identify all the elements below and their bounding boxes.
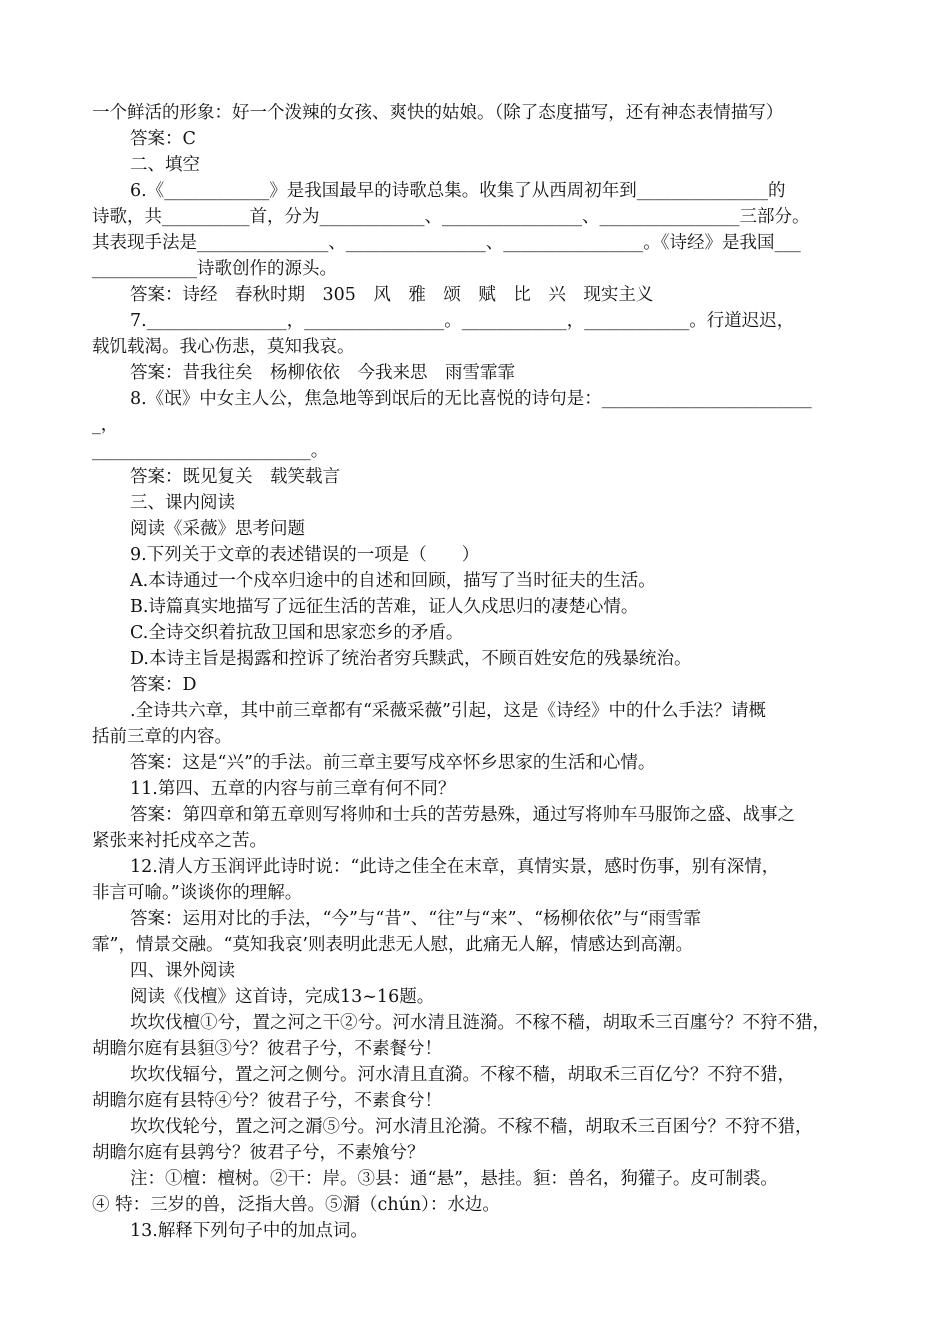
question-line: 12.清人方玉润评此诗时说：“此诗之佳全在末章，真情实景，感时伤事，别有深情， (130, 857, 780, 877)
option-b: B.诗篇真实地描写了远征生活的苦难，证人久戍思归的凄楚心情。 (130, 597, 639, 617)
answer-line: 答案：昔我往矣 杨柳依依 今我来思 雨雪霏霏 (130, 363, 515, 383)
text-line: 其表现手法是_______________、________________、________________。《诗经》是我国___ (92, 233, 801, 253)
section-heading: 三、课内阅读 (130, 493, 235, 513)
poem-line: 胡瞻尔庭有县鹑兮？彼君子兮，不素飧兮？ (92, 1143, 425, 1163)
answer-line: 答案：D (130, 675, 197, 695)
answer-line: 答案：这是“兴”的手法。前三章主要写戍卒怀乡思家的生活和心情。 (130, 753, 656, 773)
poem-line: 胡瞻尔庭有县特④兮？彼君子兮，不素食兮！ (92, 1091, 442, 1111)
answer-line: 答案：运用对比的手法，“今”与“昔”、“往”与“来”、“杨柳依依”与“雨雪霏 (130, 909, 701, 929)
text-line: _， (92, 415, 119, 435)
footnote-line: ④ 特：三岁的兽，泛指大兽。⑤漘（chún）：水边。 (92, 1195, 500, 1215)
option-d: D.本诗主旨是揭露和控诉了统治者穷兵黩武，不顾百姓安危的残暴统治。 (130, 649, 692, 669)
footnote-line: 注：①檀：檀树。②干：岸。③县：通“悬”，悬挂。貆：兽名，狗獾子。皮可制裘。 (130, 1169, 778, 1189)
text-line: 霏”，情景交融。“莫知我哀’则表明此悲无人慰，此痛无人解，情感达到高潮。 (92, 935, 693, 955)
question-line: 8.《氓》中女主人公，焦急地等到氓后的无比喜悦的诗句是：________________________ (130, 389, 812, 409)
poem-line: 坎坎伐檀①兮，置之河之干②兮。河水清且涟漪。不稼不穑，胡取禾三百廛兮？不狩不猎， (130, 1013, 830, 1033)
text-line: ____________诗歌创作的源头。 (92, 259, 337, 279)
option-c: C.全诗交织着抗敌卫国和思家恋乡的矛盾。 (130, 623, 464, 643)
question-line: 13.解释下列句子中的加点词。 (130, 1221, 368, 1241)
reading-instruction: 阅读《采薇》思考问题 (130, 519, 305, 539)
section-heading: 四、课外阅读 (130, 961, 235, 981)
text-line: 括前三章的内容。 (92, 727, 232, 747)
answer-line: 答案：既见复关 载笑载言 (130, 467, 340, 487)
question-line: 6.《____________》是我国最早的诗歌总集。收集了从西周初年到_______________的 (130, 181, 786, 201)
text-line: 诗歌，共__________首，分为____________、________________、________________三部分。 (92, 207, 810, 227)
text-line: 载饥载渴。我心伤悲，莫知我哀。 (92, 337, 355, 357)
section-heading: 二、填空 (130, 155, 200, 175)
question-line: 11.第四、五章的内容与前三章有何不同？ (130, 779, 456, 799)
poem-line: 坎坎伐轮兮，置之河之漘⑤兮。河水清且沦漪。不稼不穑，胡取禾三百囷兮？不狩不猎， (130, 1117, 813, 1137)
poem-line: 坎坎伐辐兮，置之河之侧兮。河水清且直漪。不稼不穑，胡取禾三百亿兮？不狩不猎， (130, 1065, 795, 1085)
reading-instruction: 阅读《伐檀》这首诗，完成13~16题。 (130, 987, 435, 1007)
text-line: 紧张来衬托戍卒之苦。 (92, 831, 267, 851)
answer-line: 答案：诗经 春秋时期 305 风 雅 颂 赋 比 兴 现实主义 (130, 285, 654, 305)
answer-line: 答案：第四章和第五章则写将帅和士兵的苦劳悬殊，通过写将帅车马服饰之盛、战事之 (130, 805, 795, 825)
text-line: _________________________。 (92, 441, 329, 461)
text-line: 非言可喻。”谈谈你的理解。 (92, 883, 303, 903)
poem-line: 胡瞻尔庭有县貆③兮？彼君子兮，不素餐兮！ (92, 1039, 442, 1059)
question-line: 7.________________，________________。____________，____________。行道迟迟， (130, 311, 795, 331)
question-line: .全诗共六章，其中前三章都有“采薇采薇”引起，这是《诗经》中的什么手法？请概 (130, 701, 766, 721)
option-a: A.本诗通过一个戍卒归途中的自述和回顾，描写了当时征夫的生活。 (130, 571, 656, 591)
text-line: 一个鲜活的形象：好一个泼辣的女孩、爽快的姑娘。（除了态度描写，还有神态表情描写） (92, 103, 784, 123)
answer-line: 答案：C (130, 129, 196, 149)
question-line: 9.下列关于文章的表述错误的一项是（ ） (130, 545, 480, 565)
